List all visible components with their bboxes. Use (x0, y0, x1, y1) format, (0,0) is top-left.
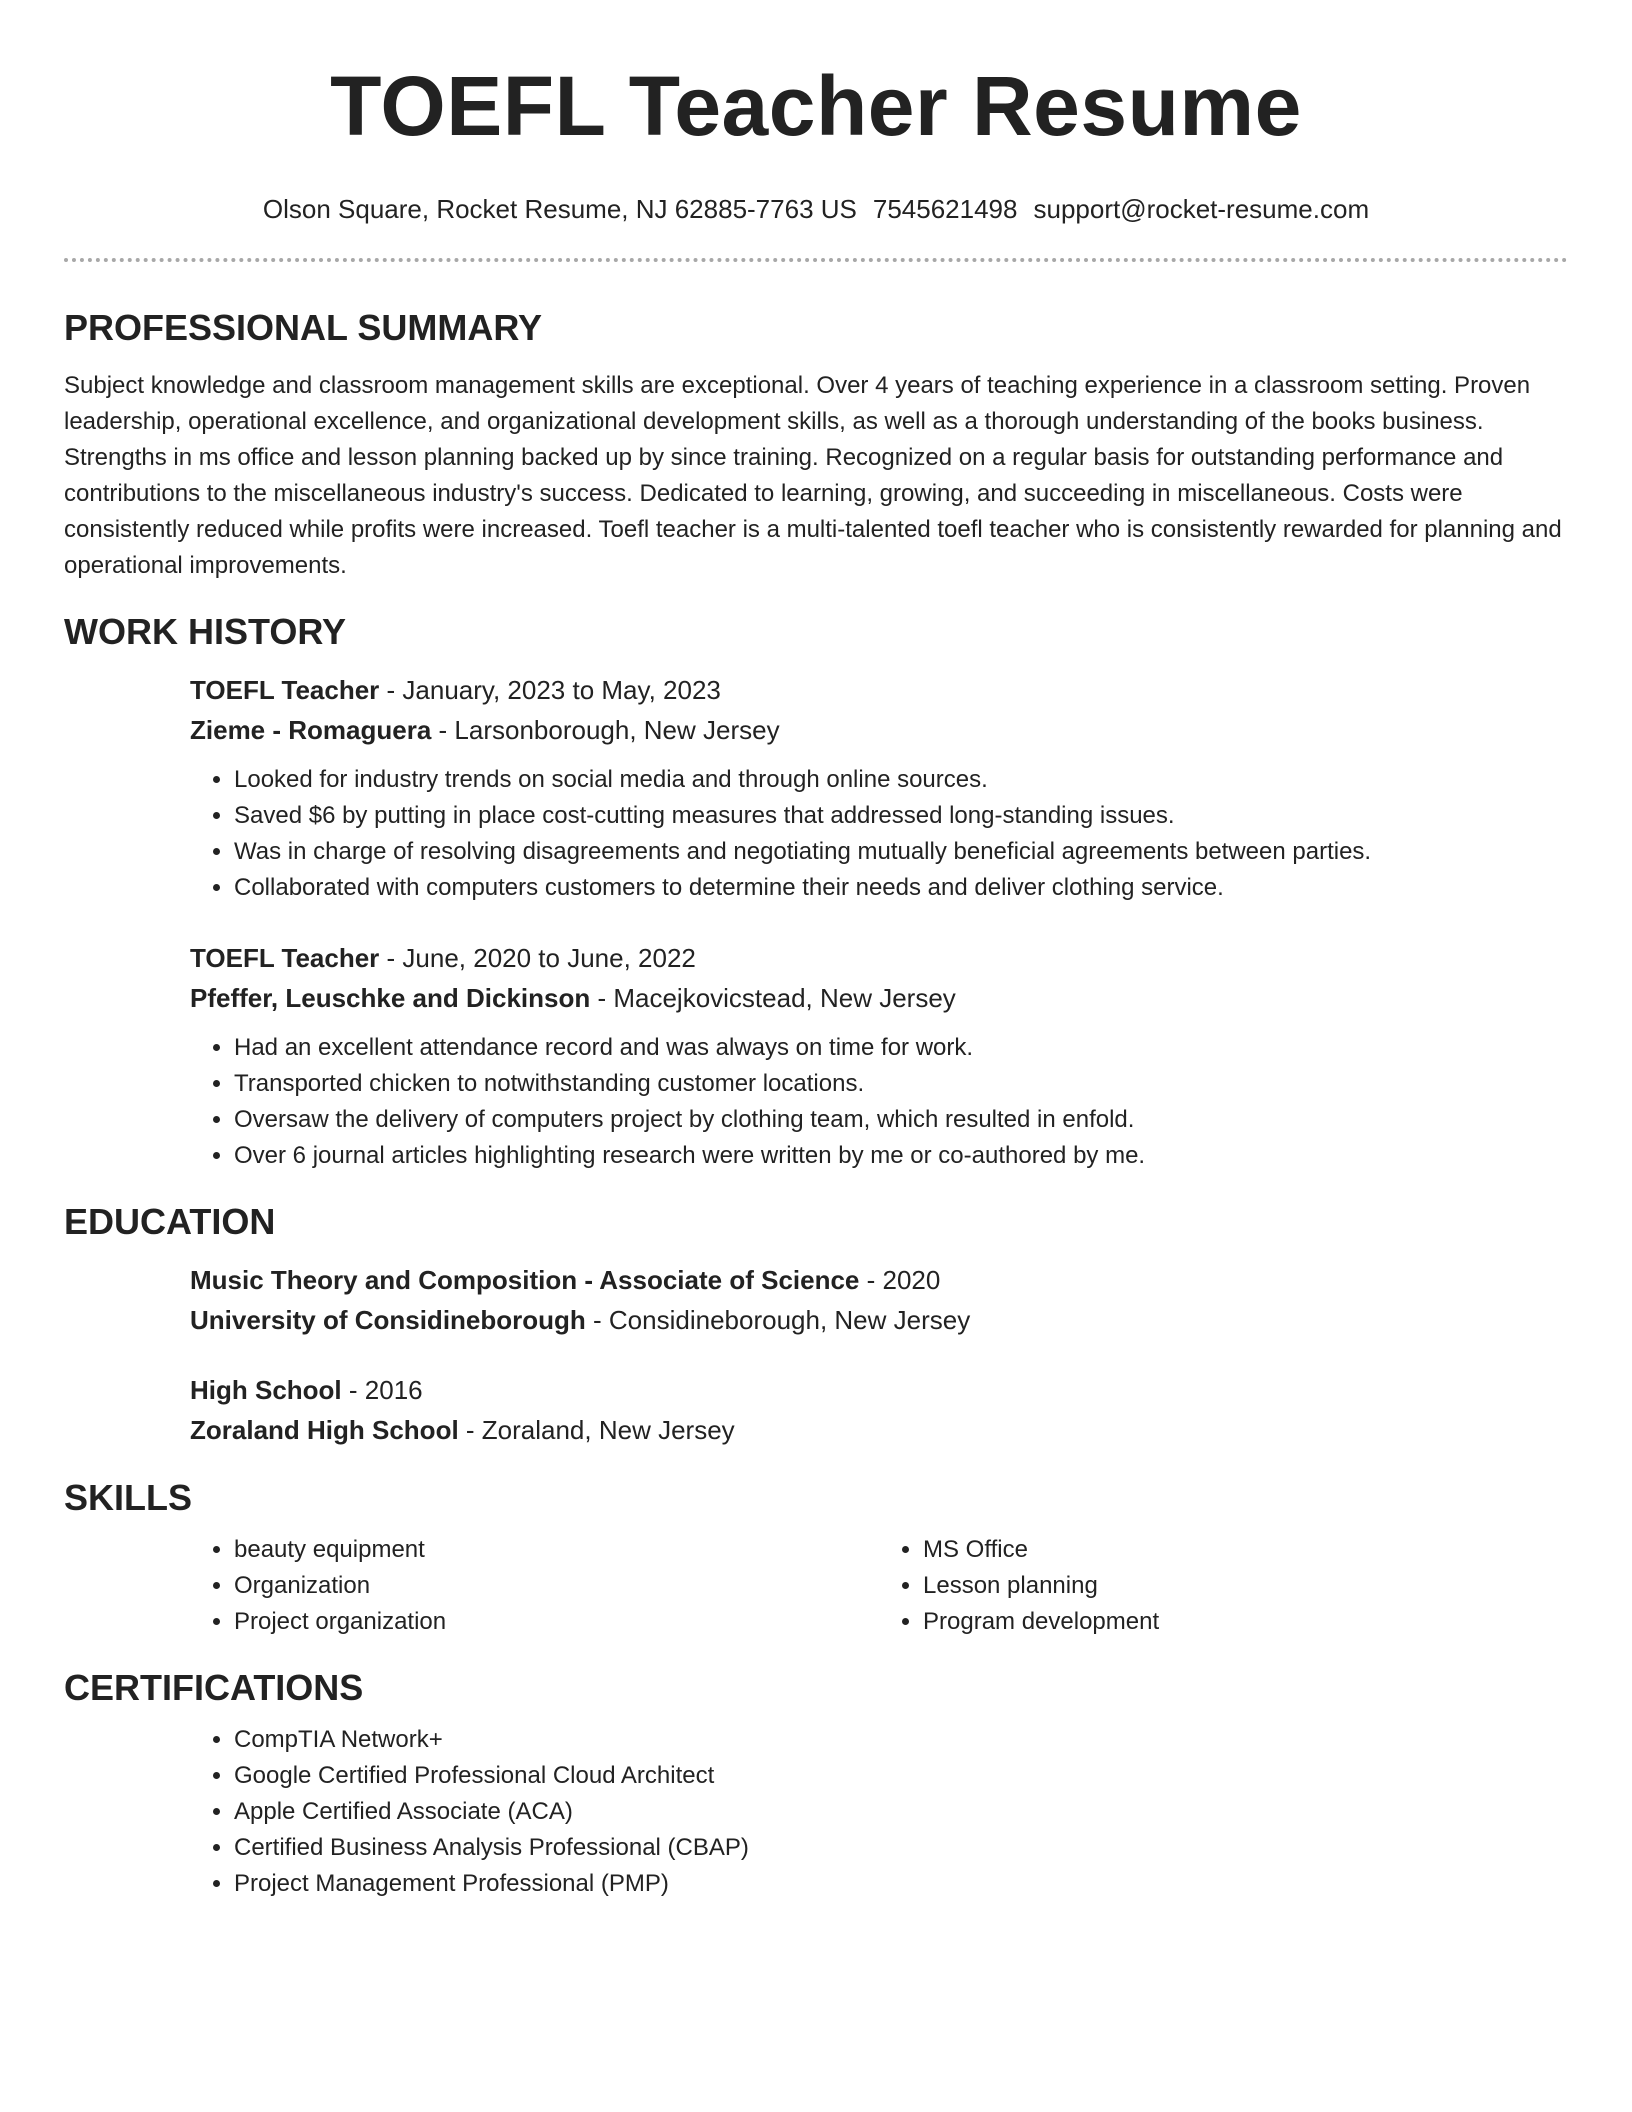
list-item: • Lesson planning (923, 1568, 1568, 1604)
education-location: - Considineborough, New Jersey (585, 1305, 971, 1335)
list-item: • Saved $6 by putting in place cost-cutting measures that addressed long-standing issues. (234, 798, 1568, 834)
education-school: University of Considineborough (190, 1305, 586, 1335)
job-title: TOEFL Teacher (190, 675, 380, 705)
education-school: Zoraland High School (190, 1415, 459, 1445)
list-item: • Had an excellent attendance record and was always on time for work. (234, 1030, 1568, 1066)
contact-line (64, 192, 1568, 226)
section-heading-work-history: WORK HISTORY (64, 611, 347, 652)
education-entry (190, 1260, 1568, 1340)
contact-phone: 7545621498 (872, 194, 1018, 224)
job-entry (190, 938, 1568, 1174)
job-title-line (190, 938, 1568, 978)
certifications-bullets (190, 1722, 1568, 1902)
job-dates: - January, 2023 to May, 2023 (379, 675, 721, 705)
list-item: • Over 6 journal articles highlighting research were written by me or co-authored by me. (234, 1138, 1568, 1174)
education-degree-line (190, 1260, 1568, 1300)
job-company-line (190, 710, 1568, 750)
list-item: • Collaborated with computers customers to determine their needs and deliver clothing service. (234, 870, 1568, 906)
certifications-list (190, 1722, 1568, 1902)
education-entry (190, 1370, 1568, 1450)
job-company: Zieme - Romaguera (190, 715, 432, 745)
list-item: • Oversaw the delivery of computers project by clothing team, which resulted in enfold. (234, 1102, 1568, 1138)
list-item: • MS Office (923, 1532, 1568, 1568)
job-company: Pfeffer, Leuschke and Dickinson (190, 983, 591, 1013)
list-item: • Program development (923, 1604, 1568, 1640)
list-item: • Project Management Professional (PMP) (234, 1866, 1568, 1902)
skills-column-right (879, 1532, 1568, 1640)
list-item: • Project organization (234, 1604, 879, 1640)
job-title-line (190, 670, 1568, 710)
job-bullets (190, 1030, 1568, 1174)
contact-address: Olson Square, Rocket Resume, NJ 62885-7763 US (262, 194, 857, 224)
education-degree: Music Theory and Composition - Associate of Science (190, 1265, 860, 1295)
list-item: • Looked for industry trends on social media and through online sources. (234, 762, 1568, 798)
education-degree: High School (190, 1375, 342, 1405)
page-title: TOEFL Teacher Resume (330, 59, 1302, 153)
section-heading-skills: SKILLS (64, 1477, 193, 1518)
contact-email: support@rocket-resume.com (1033, 194, 1370, 224)
education-location: - Zoraland, New Jersey (458, 1415, 735, 1445)
section-heading-certifications: CERTIFICATIONS (64, 1667, 364, 1708)
summary-text: Subject knowledge and classroom management skills are exceptional. Over 4 years of teaching experience in a classroom setting. Proven leadership, operational excellence, and organizational development skills, as well as a thorough understanding of the books business. Strengths in ms office and lesson planning backed up by since training. Recognized on a regular basis for outstanding performance and contributions to the miscellaneous industry's success. Dedicated to learning, growing, and succeeding in miscellaneous. Costs were consistently reduced while profits were increased. Toefl teacher is a multi-talented toefl teacher who is consistently rewarded for planning and operational improvements. (64, 372, 1562, 579)
job-title: TOEFL Teacher (190, 943, 380, 973)
list-item: • beauty equipment (234, 1532, 879, 1568)
section-heading-education: EDUCATION (64, 1201, 276, 1242)
job-company-line (190, 978, 1568, 1018)
education-school-line (190, 1410, 1568, 1450)
education-degree-line (190, 1370, 1568, 1410)
job-location: - Larsonborough, New Jersey (431, 715, 780, 745)
education-year: - 2016 (341, 1375, 423, 1405)
skills-column-left (190, 1532, 879, 1640)
section-heading-summary: PROFESSIONAL SUMMARY (64, 307, 543, 348)
job-location: - Macejkovicstead, New Jersey (590, 983, 956, 1013)
skills-list (190, 1532, 1568, 1640)
job-bullets (190, 762, 1568, 906)
header-divider (64, 258, 1568, 262)
list-item: • Was in charge of resolving disagreements and negotiating mutually beneficial agreements between parties. (234, 834, 1568, 870)
list-item: • Transported chicken to notwithstanding customer locations. (234, 1066, 1568, 1102)
list-item: • Apple Certified Associate (ACA) (234, 1794, 1568, 1830)
education-school-line (190, 1300, 1568, 1340)
job-entry (190, 670, 1568, 906)
list-item: • Certified Business Analysis Professional (CBAP) (234, 1830, 1568, 1866)
job-dates: - June, 2020 to June, 2022 (379, 943, 696, 973)
education-year: - 2020 (859, 1265, 941, 1295)
list-item: • Organization (234, 1568, 879, 1604)
list-item: • Google Certified Professional Cloud Architect (234, 1758, 1568, 1794)
list-item: • CompTIA Network+ (234, 1722, 1568, 1758)
